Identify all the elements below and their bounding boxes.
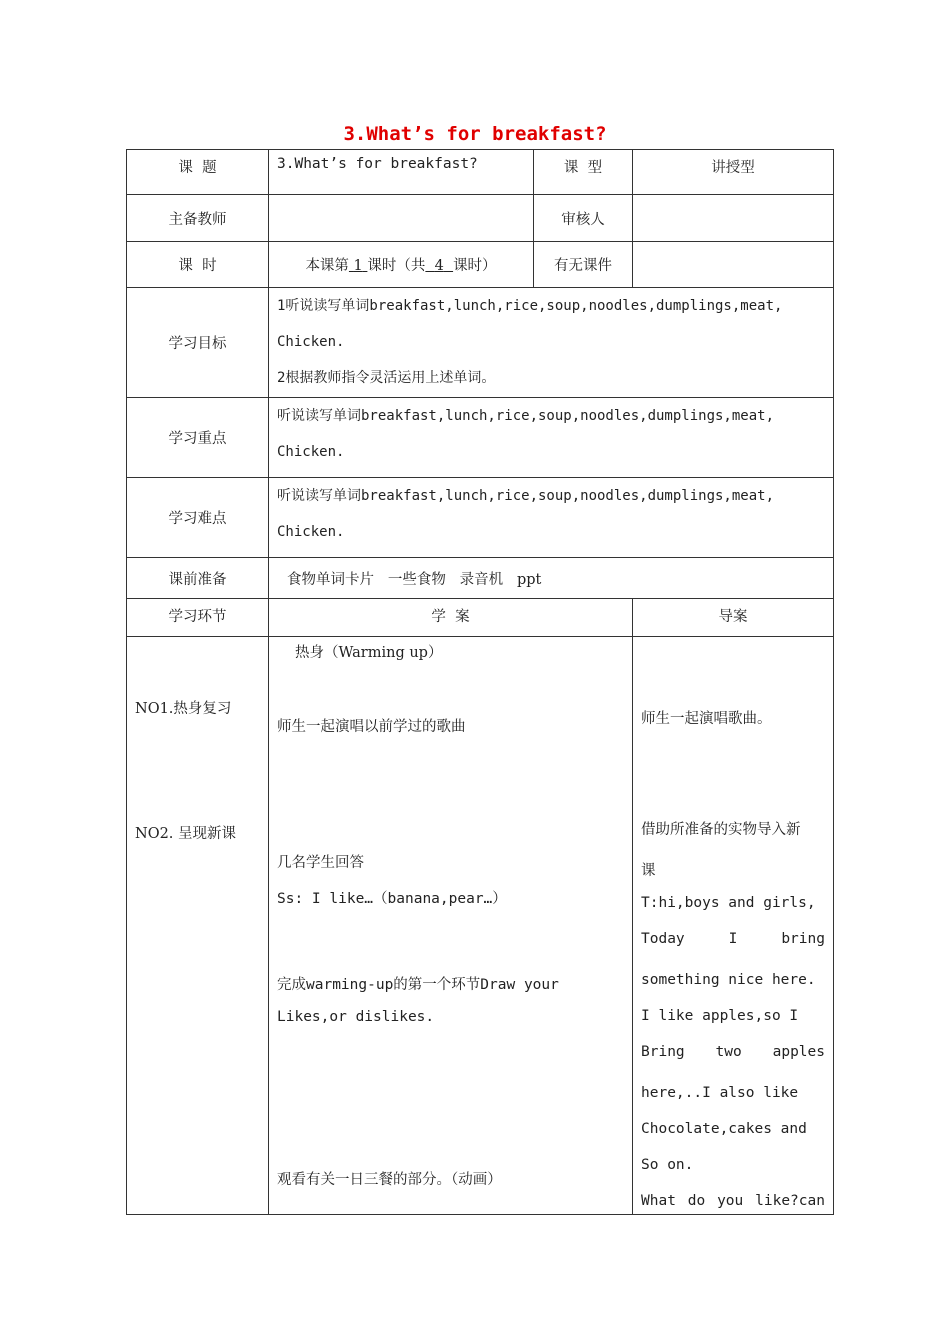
plan-4: Ss: I like…（banana,pear…）	[277, 891, 507, 907]
row-goals	[127, 288, 834, 398]
row-teacher	[127, 195, 834, 242]
header-stage: 学习环节	[127, 599, 269, 637]
guide-12-word: do	[687, 1193, 706, 1209]
guide-5-word: I	[728, 931, 738, 947]
plan-5: 完成warming-up的第一个环节Draw your	[277, 977, 559, 993]
period-value	[269, 242, 534, 288]
period-num: 1	[353, 258, 363, 274]
guide-12-word: you	[717, 1193, 744, 1209]
guide-7: I like apples,so I	[641, 1008, 799, 1024]
plan-7: 观看有关一日三餐的部分。（动画）	[277, 1172, 502, 1188]
row-body	[127, 637, 834, 1215]
header-guide: 导案	[633, 599, 834, 637]
reviewer-value	[633, 195, 834, 242]
prep-label: 课前准备	[127, 558, 269, 599]
goals-line2: Chicken.	[277, 334, 345, 350]
courseware-value	[633, 242, 834, 288]
row-lesson	[127, 150, 834, 195]
header-plan: 学 案	[269, 599, 633, 637]
teacher-value	[269, 195, 534, 242]
stage-1: NO1.热身复习	[135, 701, 232, 717]
guide-4: T:hi,boys and girls,	[641, 895, 816, 911]
lesson-plan-table	[126, 149, 834, 1215]
guide-12	[641, 1193, 825, 1209]
guide-6: something nice here.	[641, 972, 816, 988]
goals-label: 学习目标	[127, 288, 269, 398]
plan-3: 几名学生回答	[277, 855, 364, 871]
guide-cell	[633, 637, 834, 1215]
stage-2: NO2. 呈现新课	[135, 826, 237, 842]
guide-9: here,..I also like	[641, 1085, 799, 1101]
guide-8	[641, 1044, 825, 1060]
row-difficulty	[127, 478, 834, 558]
guide-10: Chocolate,cakes and	[641, 1121, 807, 1137]
key-label: 学习重点	[127, 398, 269, 478]
plan-6: Likes,or dislikes.	[277, 1009, 435, 1025]
difficulty-content	[269, 478, 834, 558]
guide-12-word: What	[641, 1193, 676, 1209]
lesson-value: 3.What’s for breakfast?	[269, 150, 534, 195]
goals-line1: 1听说读写单词breakfast,lunch,rice,soup,noodles,dumplings,meat,	[277, 298, 783, 314]
difficulty-line2: Chicken.	[277, 524, 345, 540]
guide-8-word: two	[715, 1044, 742, 1060]
difficulty-line1: 听说读写单词breakfast,lunch,rice,soup,noodles,dumplings,meat,	[277, 488, 775, 504]
period-prefix: 本课第	[305, 258, 349, 274]
period-mid: 课时（共	[367, 258, 426, 274]
courseware-label: 有无课件	[534, 242, 633, 288]
guide-5	[641, 931, 825, 947]
key-line2: Chicken.	[277, 444, 345, 460]
row-header	[127, 599, 834, 637]
period-label: 课 时	[127, 242, 269, 288]
plan-2: 师生一起演唱以前学过的歌曲	[277, 719, 466, 735]
guide-1: 师生一起演唱歌曲。	[641, 711, 772, 727]
period-total: 4	[434, 258, 444, 274]
period-suffix: 课时）	[453, 258, 497, 274]
reviewer-label: 审核人	[534, 195, 633, 242]
plan-cell	[269, 637, 633, 1215]
goals-line3: 2根据教师指令灵活运用上述单词。	[277, 370, 496, 386]
guide-2: 借助所准备的实物导入新	[641, 822, 801, 838]
guide-8-word: Bring	[641, 1044, 685, 1060]
stage-cell	[127, 637, 269, 1215]
guide-12-word: like?can	[755, 1193, 825, 1209]
guide-11: So on.	[641, 1157, 694, 1173]
guide-8-word: apples	[772, 1044, 825, 1060]
row-prep	[127, 558, 834, 599]
type-label: 课 型	[534, 150, 633, 195]
lesson-label: 课 题	[127, 150, 269, 195]
guide-5-word: Today	[641, 931, 685, 947]
guide-5-word: bring	[781, 931, 825, 947]
teacher-label: 主备教师	[127, 195, 269, 242]
difficulty-label: 学习难点	[127, 478, 269, 558]
key-content	[269, 398, 834, 478]
type-value: 讲授型	[633, 150, 834, 195]
document-title: 3.What’s for breakfast?	[343, 123, 607, 145]
plan-1: 热身（Warming up）	[295, 645, 443, 661]
row-period	[127, 242, 834, 288]
goals-content	[269, 288, 834, 398]
key-line1: 听说读写单词breakfast,lunch,rice,soup,noodles,dumplings,meat,	[277, 408, 775, 424]
guide-3: 课	[641, 863, 656, 879]
prep-value: 食物单词卡片 一些食物 录音机 ppt	[269, 558, 834, 599]
row-key	[127, 398, 834, 478]
